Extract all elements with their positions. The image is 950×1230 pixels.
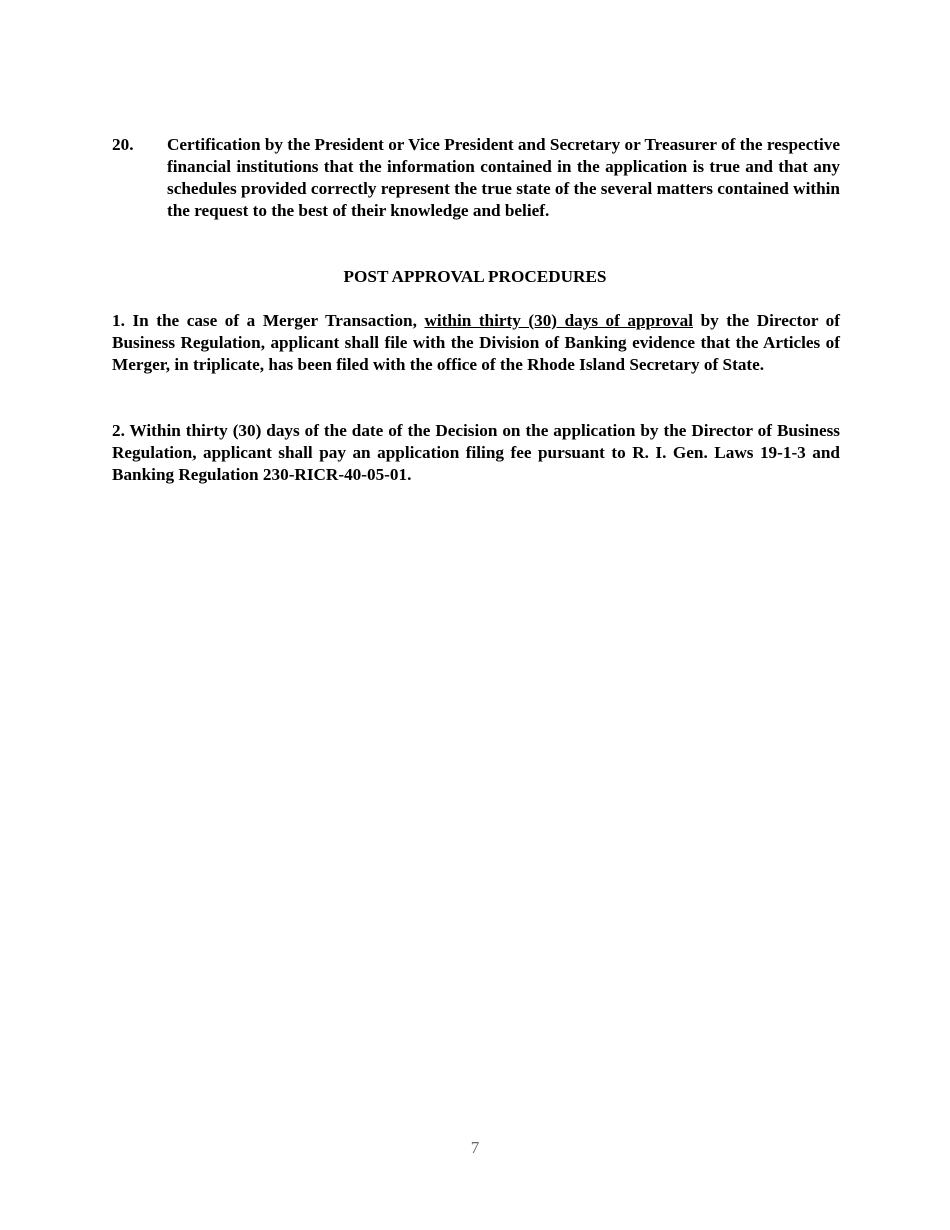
item-text: Certification by the President or Vice President and Secretary or Treasurer of the respective financial institutions that the information contained in the application is true and that any schedules provided correctly represent the true state of the several matters contained within the request to the best of their knowledge and belief. xyxy=(167,135,840,220)
list-item-20 xyxy=(112,134,840,222)
post-approval-paragraph-2: 2. Within thirty (30) days of the date of the Decision on the application by the Director of Business Regulation, applicant shall pay an application filing fee pursuant to R. I. Gen. Laws 19-1-3 and Banking Regulation 230-RICR-40-05-01. xyxy=(112,421,840,484)
section-heading: POST APPROVAL PROCEDURES xyxy=(343,267,607,286)
paragraph-1-suffix: by the Director of Business Regulation, applicant shall file with the Division of Banking evidence that the Articles of Merger, in triplicate, has been filed with the office of the Rhode Island Secretary of State. xyxy=(112,311,841,374)
item-number: 20. xyxy=(112,135,134,154)
page-number: 7 xyxy=(470,1138,480,1157)
paragraph-1-underlined-deadline: within thirty (30) days of approval xyxy=(424,311,694,330)
post-approval-paragraph-1 xyxy=(112,310,840,376)
paragraph-1-prefix: 1. In the case of a Merger Transaction, xyxy=(112,311,425,330)
